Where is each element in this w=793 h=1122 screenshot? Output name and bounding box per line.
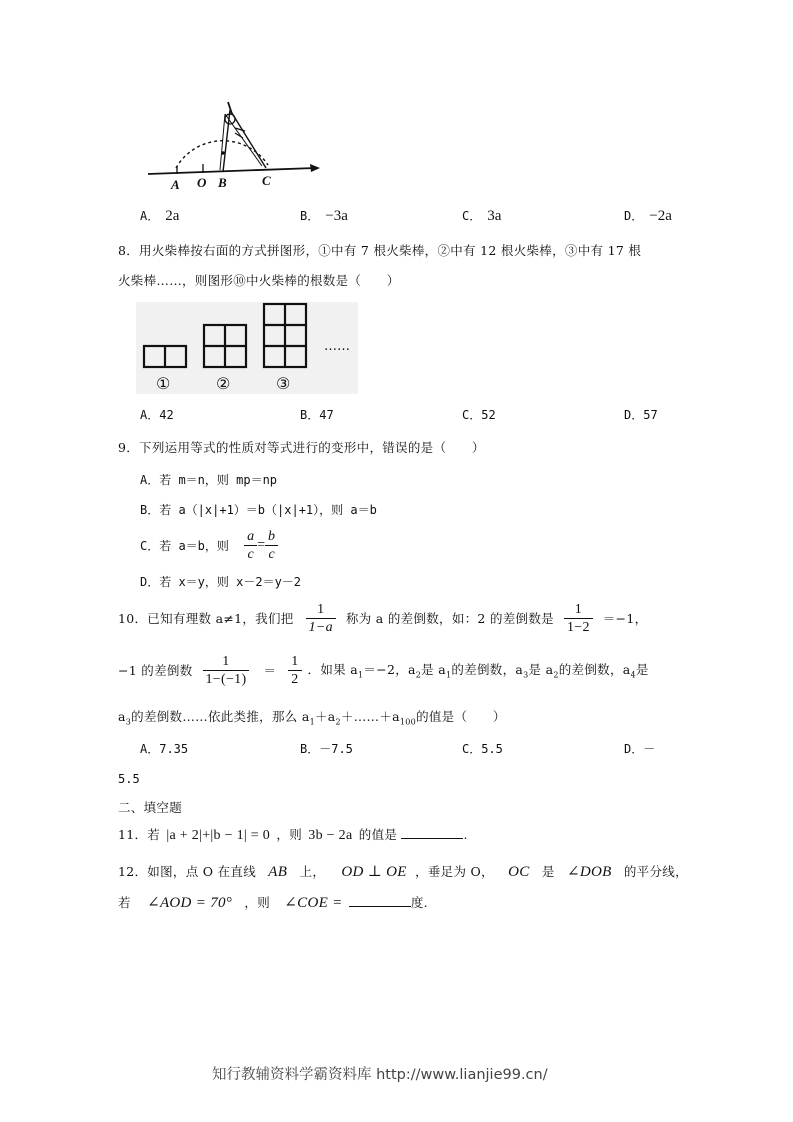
q9-fraction-a-over-c: $\frac{a}{c}$ [244, 528, 257, 563]
q8-stem-line2: 火柴棒……，则图形⑩中火柴棒的根数是（ ） [118, 273, 400, 288]
q8-label-2: ② [216, 374, 231, 393]
q12-answer-blank[interactable] [349, 906, 411, 907]
q7-label-b: B [218, 175, 227, 190]
section-fill-in-heading: 二、填空题 [118, 800, 183, 815]
q11: 11．若 |a + 2|+|b − 1| = 0 ，则 3b − 2a 的值是 . [118, 827, 468, 843]
q10-option-a: A．7.35 [140, 742, 189, 756]
q11-answer-blank[interactable] [401, 838, 463, 839]
q10-fraction-1-over-1-minus-2: $\frac{1}{1-2}$ [564, 601, 593, 636]
q10-option-b: B．－7.5 [300, 742, 353, 756]
q7-option-d-value: −2a [649, 208, 672, 224]
q7-label-o: O [197, 175, 207, 190]
q8-option-b: B．47 [300, 408, 334, 422]
q10-fraction-1-over-2: $\frac{1}{2}$ [288, 653, 301, 688]
q10-fraction-1-over-1-minus-a: $\frac{1}{1-a}$ [306, 601, 336, 636]
q12-line1: 12．如图，点 O 在直线 AB 上， OD ⊥ OE ，垂足为 O， OC 是 ∠DOB 的平分线， [118, 864, 688, 880]
q9-stem: 9．下列运用等式的性质对等式进行的变形中，错误的是（ ） [118, 440, 485, 455]
q7-option-d: D． −2a [624, 208, 672, 224]
q11-expression: 3b − 2a [308, 828, 353, 843]
q11-equation: |a + 2|+|b − 1| = 0 [166, 828, 271, 843]
q8-option-d: D．57 [624, 408, 658, 422]
q9-option-b: B．若 a（|x|+1）＝b（|x|+1），则 a＝b [140, 503, 377, 517]
q7-option-a: A． 2a [140, 208, 180, 224]
q7-option-c: C． 3a [462, 208, 502, 224]
q8-label-3: ③ [276, 374, 291, 393]
q10-fraction-1-over-1-minus-neg1: $\frac{1}{1-(-1)}$ [203, 653, 250, 688]
q8-dots: …… [324, 339, 350, 354]
q7-option-b: B． −3a [300, 208, 348, 224]
q10-line2: −1 的差倒数 $\frac{1}{1-(-1)}$ ＝ $\frac{1}{2}$ ．如果 $a_1=-2$，$a_2$是 $a_1$的差倒数，$a_3$是 $a_2$的差倒数，$a_4$是 [118, 653, 649, 687]
q9-option-c: C．若 a＝b，则 $\frac{a}{c}$ = $\frac{b}{c}$ [140, 528, 278, 563]
q8-option-c: C．52 [462, 408, 496, 422]
q8-option-a: A．42 [140, 408, 174, 422]
q12-line2: 若 ∠AOD = 70° ，则 ∠COE = 度. [118, 895, 428, 911]
q7-option-a-value: 2a [165, 208, 180, 224]
q10-option-d: D．－ [624, 742, 656, 756]
q10-option-d-continued: 5.5 [118, 772, 140, 786]
q7-label-a: A [171, 177, 180, 192]
q7-label-c: C [262, 173, 271, 188]
q10-line1: 10．已知有理数 a≠1，我们把 $\frac{1}{1-a}$ 称为 a 的差倒数，如：2 的差倒数是 $\frac{1}{1-2}$ ＝−1， [118, 601, 648, 635]
page-footer: 知行教辅资料学霸资料库 http://www.lianjie99.cn/ [212, 1067, 548, 1083]
q9-option-d: D．若 x＝y，则 x－2＝y－2 [140, 575, 302, 589]
q7-option-c-value: 3a [487, 208, 502, 224]
q10-option-c: C．5.5 [462, 742, 503, 756]
q7-option-b-value: −3a [325, 208, 348, 224]
q7-number-line-figure [140, 100, 330, 195]
q9-option-a: A．若 m＝n，则 mp＝np [140, 473, 278, 487]
q9-fraction-b-over-c: $\frac{b}{c}$ [265, 528, 278, 563]
q8-matchstick-figure [136, 302, 358, 394]
q8-label-1: ① [156, 374, 171, 393]
q8-stem-line1: 8．用火柴棒按右面的方式拼图形，①中有 7 根火柴棒，②中有 12 根火柴棒，③中有 17 根 [118, 243, 642, 258]
q10-line3: $a_3$的差倒数……依此类推，那么 $a_1+a_2+\dots\dots+a_{100}$的值是（ ） [118, 709, 506, 727]
